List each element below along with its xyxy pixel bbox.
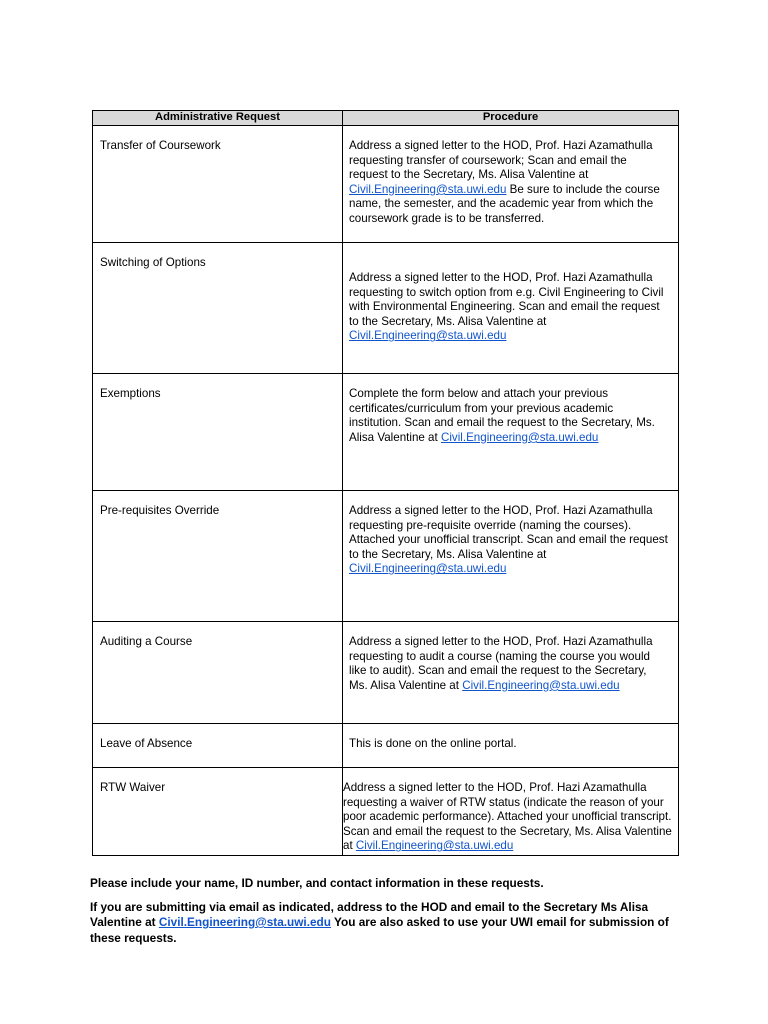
- procedure-text-part: Address a signed letter to the HOD, Prof. Hazi Azamathulla requesting a waiver of RTW status (indicate the reason of your poor academic performance). Attached your unofficial transcript. Scan and email the request to the Secretary, Ms. Alisa Valentine at: [343, 781, 672, 853]
- table-row: [93, 126, 679, 243]
- email-link[interactable]: Civil.Engineering@sta.uwi.edu: [349, 562, 507, 576]
- procedure-text-part: Be sure to include the course name, the semester, and the academic year from which the coursework grade is to be transferred.: [349, 182, 660, 225]
- request-name: Exemptions: [93, 374, 343, 491]
- procedure-text: [343, 243, 679, 374]
- procedure-text-part: Complete the form below and attach your previous certificates/curriculum from your previous academic institution. Scan and email the request to the Secretary, Ms. Alisa Valentine at: [349, 387, 655, 444]
- notes-section: [90, 876, 680, 954]
- procedure-text: [343, 126, 679, 243]
- email-link[interactable]: Civil.Engineering@sta.uwi.edu: [349, 329, 507, 343]
- table-row: [93, 374, 679, 491]
- contact-info-note: Please include your name, ID number, and contact information in these requests.: [90, 876, 544, 890]
- procedure-text: [343, 768, 679, 856]
- table-row: [93, 243, 679, 374]
- table-row: [93, 768, 679, 856]
- procedure-text-part: Address a signed letter to the HOD, Prof. Hazi Azamathulla requesting to switch option from e.g. Civil Engineering to Civil with Environmental Engineering. Scan and email the request to the Secretary, Ms. Alisa Valentine at: [349, 271, 664, 328]
- email-link[interactable]: Civil.Engineering@sta.uwi.edu: [349, 182, 507, 196]
- procedure-text: [343, 374, 679, 491]
- request-name: Switching of Options: [93, 243, 343, 374]
- procedure-text: [343, 491, 679, 622]
- table-header-row: [93, 111, 679, 126]
- email-link[interactable]: Civil.Engineering@sta.uwi.edu: [158, 915, 331, 929]
- email-link[interactable]: Civil.Engineering@sta.uwi.edu: [440, 430, 599, 444]
- request-name: Leave of Absence: [93, 724, 343, 768]
- administrative-requests-table: [92, 110, 679, 856]
- procedure-text: This is done on the online portal.: [343, 724, 679, 768]
- request-name: Transfer of Coursework: [93, 126, 343, 243]
- procedure-text-part: Address a signed letter to the HOD, Prof. Hazi Azamathulla requesting transfer of coursework; Scan and email the request to the Secretary, Ms. Alisa Valentine at: [349, 139, 653, 182]
- table-row: [93, 724, 679, 768]
- note-text-part: If you are submitting via email as indicated, address to the HOD and email to the Secretary Ms Alisa Valentine at: [90, 899, 649, 929]
- procedure-text-part: Address a signed letter to the HOD, Prof. Hazi Azamathulla requesting pre-requisite override (naming the courses). Attached your unofficial transcript. Scan and email the request to the Secretary, Ms. Alisa Valentine at: [349, 504, 668, 561]
- procedure-text-part: Address a signed letter to the HOD, Prof. Hazi Azamathulla requesting to audit a course (naming the course you would like to audit). Scan and email the request to the Secretary, Ms. Alisa Valentine at: [349, 635, 653, 692]
- request-name: Auditing a Course: [93, 622, 343, 724]
- note-text-part: You are also asked to use your UWI email for submission of these requests.: [90, 915, 669, 945]
- table-row: [93, 491, 679, 622]
- header-administrative-request: Administrative Request: [93, 111, 343, 126]
- request-name: Pre-requisites Override: [93, 491, 343, 622]
- header-procedure: Procedure: [343, 111, 679, 126]
- table-row: [93, 622, 679, 724]
- request-name: RTW Waiver: [93, 768, 343, 856]
- email-submission-note: [90, 900, 680, 947]
- email-link[interactable]: Civil.Engineering@sta.uwi.edu: [462, 678, 620, 692]
- email-link[interactable]: Civil.Engineering@sta.uwi.edu: [355, 839, 514, 853]
- procedure-text: [343, 622, 679, 724]
